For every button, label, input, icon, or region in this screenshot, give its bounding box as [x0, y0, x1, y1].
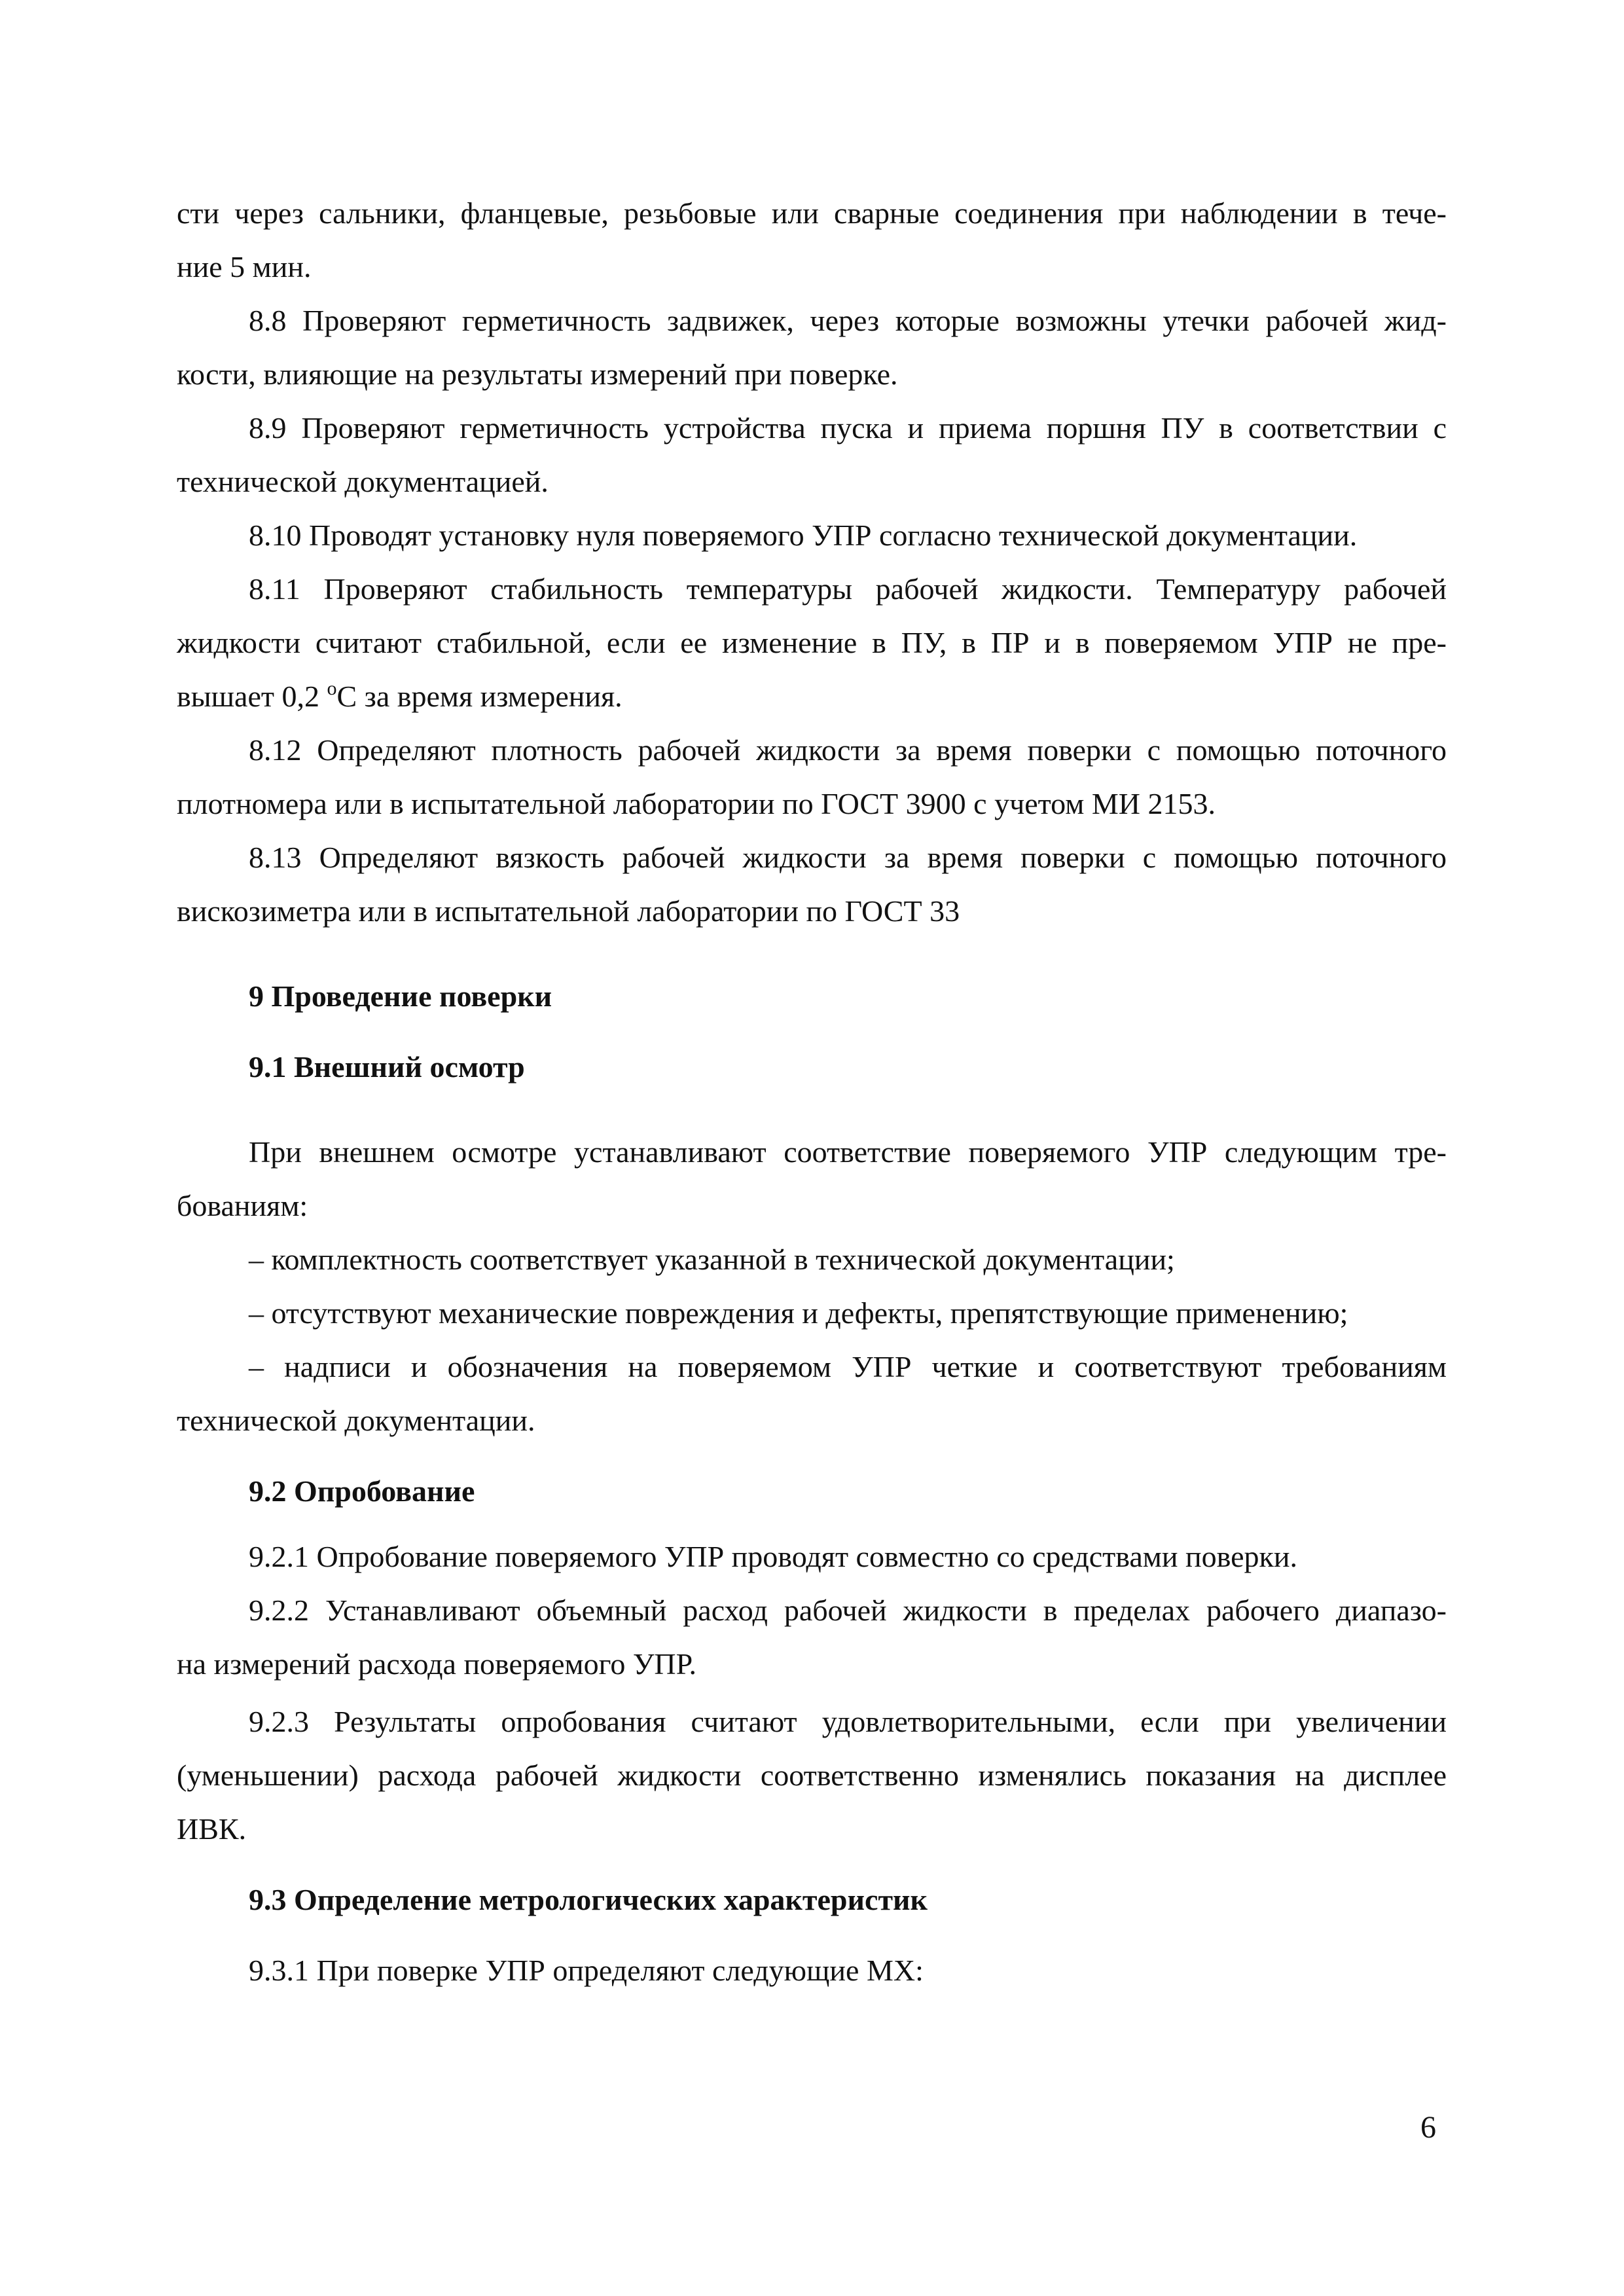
- text-line: 9.2.2 Устанавливают объемный расход рабочей жидкости в пределах рабочего диапазо-: [249, 1594, 1447, 1627]
- text-line: бованиям:: [177, 1189, 308, 1222]
- text-fragment: С за время измерения.: [336, 680, 623, 713]
- list-item: – отсутствуют механические повреждения и дефекты, препятствующие применению;: [249, 1296, 1348, 1330]
- text-line: технической документацией.: [177, 465, 549, 498]
- text-line: технической документации.: [177, 1404, 535, 1437]
- text-line: 9.2.1 Опробование поверяемого УПР проводят совместно со средствами поверки.: [249, 1540, 1297, 1573]
- text-line: 8.13 Определяют вязкость рабочей жидкости за время поверки с помощью поточного: [249, 841, 1447, 874]
- page-number: 6: [1420, 2110, 1436, 2145]
- text-line: 9.2.3 Результаты опробования считают удовлетворительными, если при увеличении: [249, 1705, 1447, 1738]
- degree-sign: о: [327, 678, 337, 699]
- text-line: на измерений расхода поверяемого УПР.: [177, 1647, 696, 1681]
- text-line: При внешнем осмотре устанавливают соответствие поверяемого УПР следующим тре-: [249, 1135, 1447, 1169]
- text-line: 8.10 Проводят установку нуля поверяемого УПР согласно технической документации.: [249, 519, 1358, 552]
- text-line: 9.3.1 При поверке УПР определяют следующие МХ:: [249, 1954, 924, 1987]
- text-line: ИВК.: [177, 1812, 247, 1846]
- subsection-heading: 9.1 Внешний осмотр: [249, 1050, 525, 1084]
- text-line: кости, влияющие на результаты измерений при поверке.: [177, 357, 898, 391]
- section-heading: 9 Проведение поверки: [249, 979, 552, 1013]
- text-line: вискозиметра или в испытательной лаборатории по ГОСТ 33: [177, 894, 960, 928]
- text-line: жидкости считают стабильной, если ее изменение в ПУ, в ПР и в поверяемом УПР не пре-: [177, 626, 1447, 659]
- subsection-heading: 9.3 Определение метрологических характеристик: [249, 1883, 928, 1916]
- text-line: 8.8 Проверяют герметичность задвижек, через которые возможны утечки рабочей жид-: [249, 304, 1447, 337]
- list-item: – надписи и обозначения на поверяемом УПР четкие и соответствуют требованиям: [249, 1350, 1447, 1383]
- text-fragment: вышает 0,2: [177, 680, 327, 713]
- text-line: плотномера или в испытательной лаборатории по ГОСТ 3900 с учетом МИ 2153.: [177, 787, 1216, 820]
- subsection-heading: 9.2 Опробование: [249, 1474, 475, 1508]
- text-line: сти через сальники, фланцевые, резьбовые или сварные соединения при наблюдении в тече-: [177, 196, 1447, 230]
- list-item: – комплектность соответствует указанной в технической документации;: [249, 1243, 1175, 1276]
- text-line: [177, 677, 623, 716]
- text-line: ние 5 мин.: [177, 250, 312, 283]
- text-line: 8.11 Проверяют стабильность температуры рабочей жидкости. Температуру рабочей: [249, 572, 1447, 606]
- text-line: 8.12 Определяют плотность рабочей жидкости за время поверки с помощью поточного: [249, 733, 1447, 767]
- text-line: (уменьшении) расхода рабочей жидкости соответственно изменялись показания на дисплее: [177, 1758, 1447, 1792]
- text-line: 8.9 Проверяют герметичность устройства пуска и приема поршня ПУ в соответствии с: [249, 411, 1447, 445]
